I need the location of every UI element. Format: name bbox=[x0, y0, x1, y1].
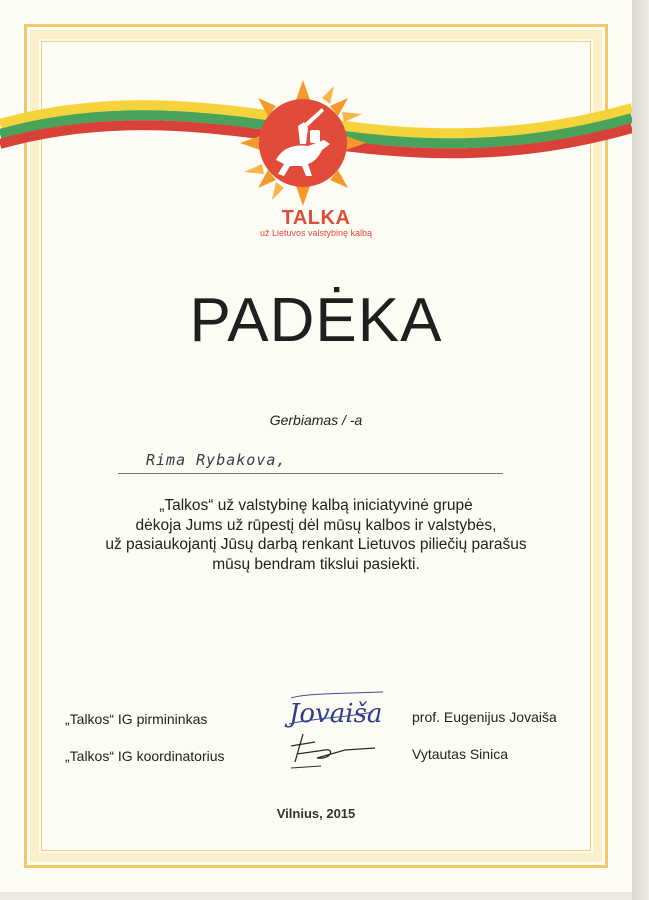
signature-text: Jovaiša bbox=[289, 699, 383, 729]
logo-title: TALKA bbox=[281, 207, 351, 229]
salutation: Gerbiamas / -a bbox=[269, 412, 363, 428]
scan-edge bbox=[632, 0, 649, 900]
gratitude-text bbox=[60, 496, 572, 574]
coordinator-signature bbox=[285, 728, 385, 772]
talka-logo bbox=[238, 78, 368, 208]
chairman-signature bbox=[283, 688, 393, 733]
gratitude-line: mūsų bendram tikslui pasiekti. bbox=[212, 555, 420, 573]
certificate-heading: PADĖKA bbox=[189, 286, 443, 355]
gratitude-line: dėkoja Jums už rūpestį dėl mūsų kalbos ir valstybės, bbox=[135, 516, 497, 534]
recipient-name: Rima Rybakova, bbox=[146, 451, 287, 469]
logo-subtitle: už Lietuvos valstybinę kalbą bbox=[259, 228, 373, 238]
chairman-name: prof. Eugenijus Jovaiša bbox=[412, 709, 557, 725]
gratitude-line: „Talkos“ už valstybinę kalbą iniciatyvinė grupė bbox=[159, 497, 473, 514]
coordinator-role: „Talkos“ IG koordinatorius bbox=[65, 748, 225, 764]
place-date: Vilnius, 2015 bbox=[276, 806, 356, 821]
coordinator-name: Vytautas Sinica bbox=[412, 746, 508, 762]
gratitude-line: už pasiaukojantį Jūsų darbą renkant Lietuvos piliečių parašus bbox=[105, 536, 527, 553]
chairman-role: „Talkos“ IG pirmininkas bbox=[65, 711, 208, 727]
name-underline bbox=[118, 473, 503, 474]
